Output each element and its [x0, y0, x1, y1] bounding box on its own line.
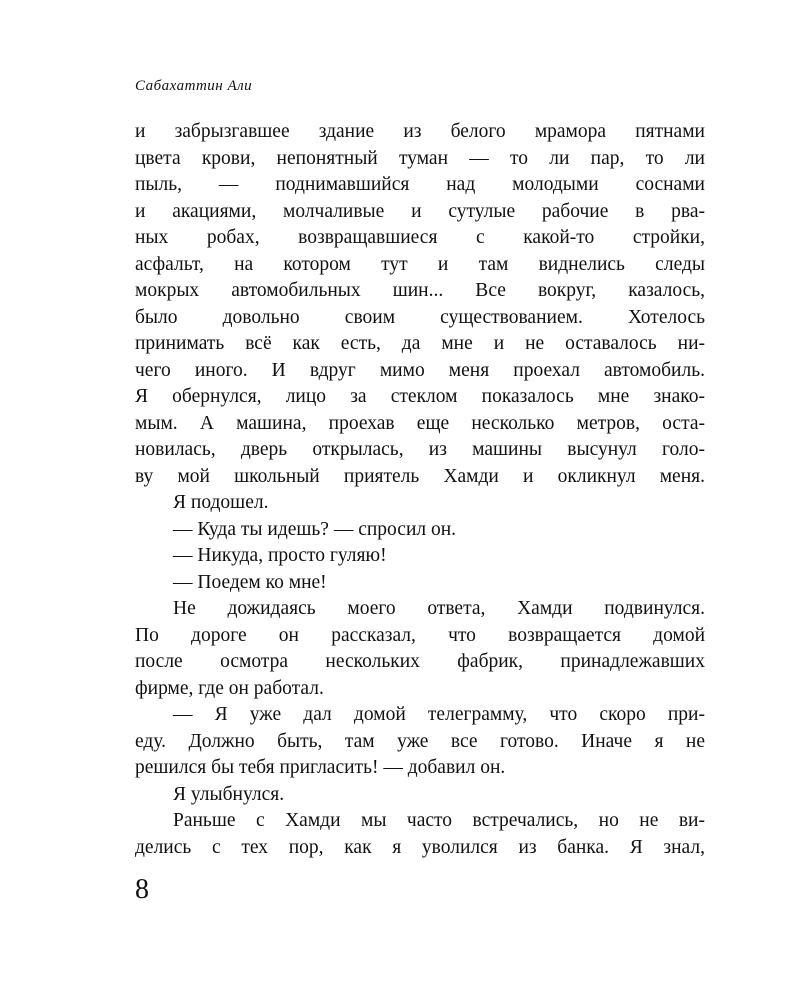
text-line: Не дожидаясь моего ответа, Хамди подвинулся. [173, 598, 705, 619]
text-line: Я обернулся, лицо за стеклом показалось мне знако- [135, 386, 705, 407]
text-line: Я подошел. [173, 492, 269, 513]
text-line: фирме, где он работал. [135, 677, 324, 699]
text-line: и акациями, молчаливые и сутулые рабочие в рва- [135, 200, 705, 222]
text-line: пыль, — поднимавшийся над молодыми соснами [135, 174, 705, 195]
running-head: Сабахаттин Али [135, 78, 253, 94]
body-text [135, 119, 705, 861]
text-line: ных робах, возвращавшиеся с какой-то стройки, [135, 227, 705, 248]
text-line: мым. А машина, проехав еще несколько метров, оста- [135, 412, 705, 434]
text-line: асфальт, на котором тут и там виднелись следы [135, 253, 705, 275]
text-line: — Никуда, просто гуляю! [173, 545, 387, 566]
text-line: — Куда ты идешь? — спросил он. [173, 518, 457, 540]
text-line: Раньше с Хамди мы часто встречались, но не ви- [173, 810, 705, 831]
text-line: новилась, дверь открылась, из машины высунул голо- [135, 439, 705, 460]
text-line: еду. Должно быть, там уже все готово. Иначе я не [135, 730, 705, 752]
text-line: цвета крови, непонятный туман — то ли пар, то ли [135, 147, 705, 169]
text-line: делись с тех пор, как я уволился из банка. Я знал, [135, 836, 705, 858]
text-line: По дороге он рассказал, что возвращается домой [135, 624, 705, 646]
text-line: — Я уже дал домой телеграмму, что скоро при- [173, 704, 705, 725]
text-line: мокрых автомобильных шин... Все вокруг, казалось, [135, 280, 705, 301]
text-line: и забрызгавшее здание из белого мрамора пятнами [135, 121, 705, 142]
page-number: 8 [135, 874, 149, 905]
text-line: чего иного. И вдруг мимо меня проехал автомобиль. [135, 359, 705, 381]
text-line: после осмотра нескольких фабрик, принадлежавших [135, 651, 705, 672]
text-line: было довольно своим существованием. Хотелось [135, 306, 705, 328]
text-line: Я улыбнулся. [173, 783, 285, 805]
text-line: ву мой школьный приятель Хамди и окликнул меня. [135, 465, 705, 487]
text-line: — Поедем ко мне! [173, 571, 327, 593]
text-line: принимать всё как есть, да мне и не оставалось ни- [135, 333, 705, 354]
text-line: решился бы тебя пригласить! — добавил он. [135, 757, 506, 778]
